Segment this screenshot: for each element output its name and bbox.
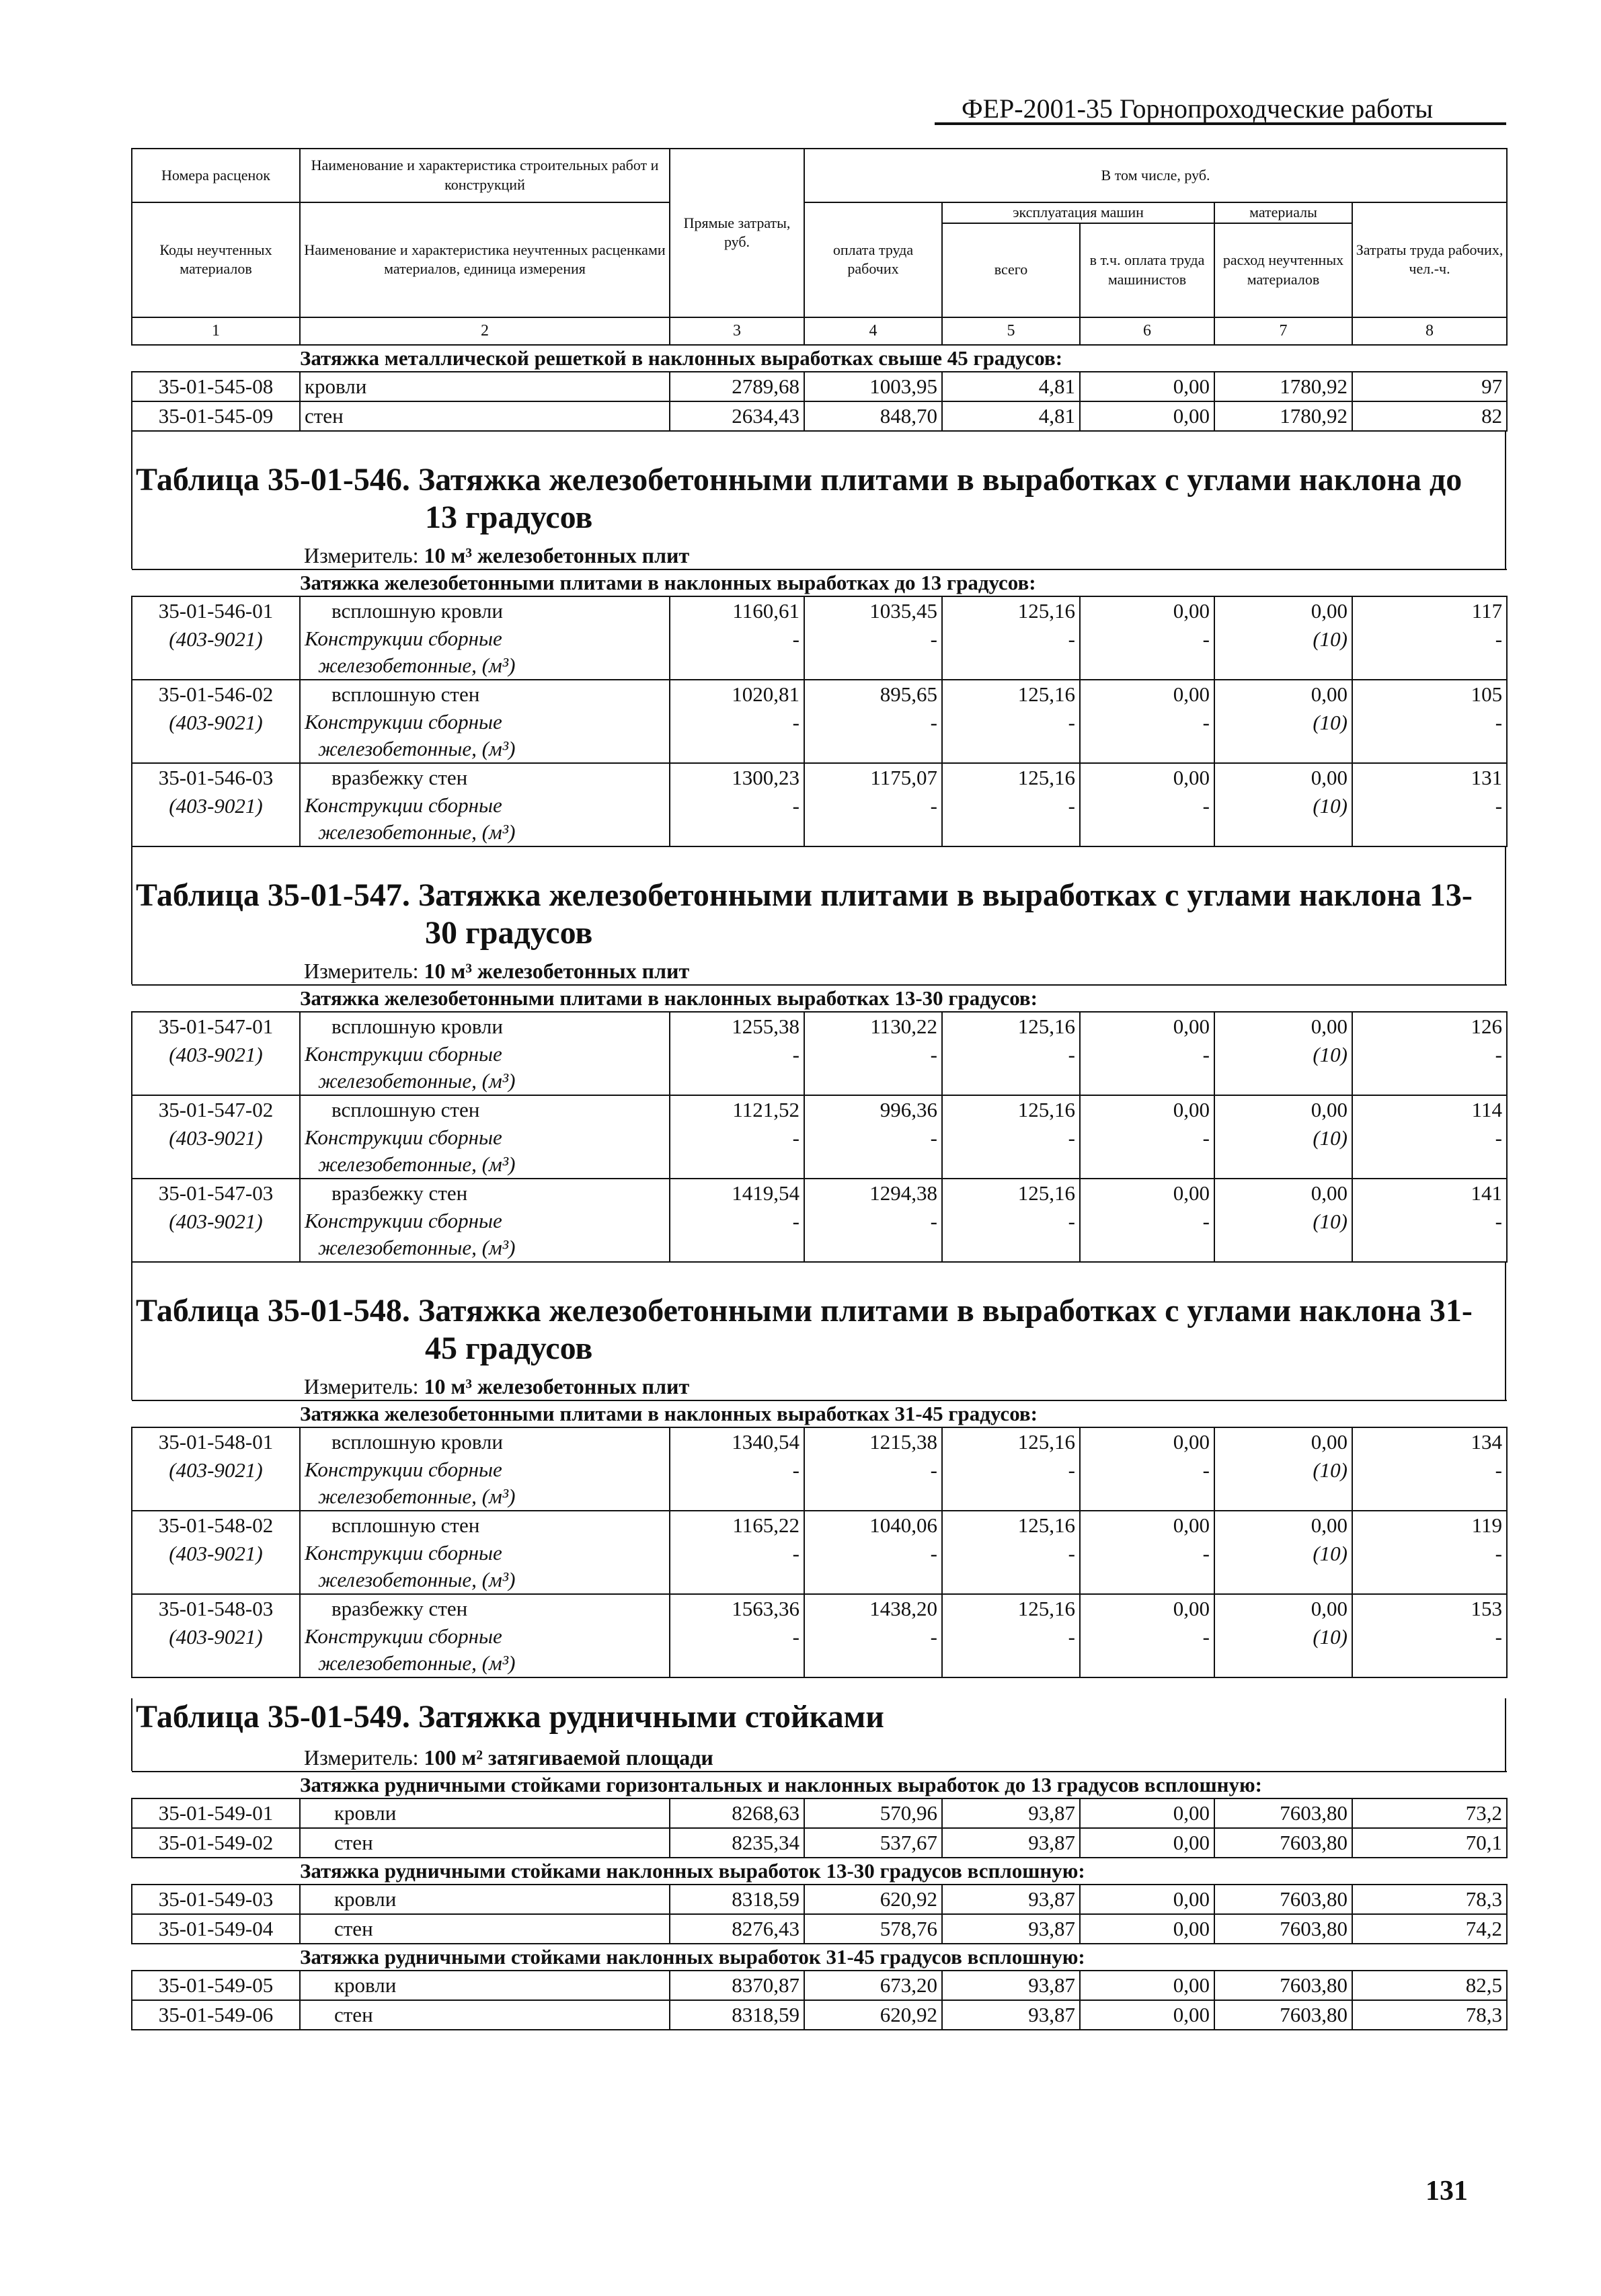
page-number: 131	[1426, 2176, 1468, 2207]
row-value: 0,00	[1311, 765, 1348, 789]
row-value: 134	[1471, 1429, 1502, 1454]
meter-unit: 10 м³ железобетонных плит	[424, 1374, 690, 1398]
row-value: 105	[1471, 682, 1503, 706]
row-name: кровли	[300, 372, 670, 401]
row-value: 1035,45	[869, 598, 937, 623]
row-value: 8235,34	[670, 1828, 804, 1858]
meter-line	[132, 542, 1505, 569]
material-name: Конструкции сборные железобетонные, (м³)	[305, 1125, 516, 1176]
table-title: Таблица 35-01-549. Затяжка рудничными стойками	[136, 1698, 884, 1735]
row-name: вразбежку стен	[331, 1181, 468, 1205]
table-row: 35-01-547-03 (403-9021) вразбежку стен Конструкции сборные железобетонные, (м³) 1419,54 - 1294,38 - 125,16 - 0,00 - 0,00 (10) 141 -	[132, 1179, 1507, 1262]
row-value: 2789,68	[670, 372, 804, 401]
table-row	[132, 372, 1507, 401]
section-title: Затяжка рудничными стойками наклонных выработок 31-45 градусов всплошную:	[132, 1944, 1507, 1971]
row-value: 73,2	[1352, 1798, 1507, 1828]
row-value: 1121,52	[732, 1097, 799, 1121]
row-value: 1003,95	[804, 372, 942, 401]
meter-line	[132, 1373, 1505, 1400]
row-value: 4,81	[942, 372, 1080, 401]
header-vtom: В том числе, руб.	[804, 149, 1507, 202]
row-code: 35-01-547-03	[158, 1181, 274, 1205]
row-value: 93,87	[942, 1885, 1080, 1914]
header-naim1: Наименование и характеристика строительных работ и конструкций	[300, 149, 670, 202]
header-kody: Коды неучтенных материалов	[132, 202, 300, 317]
row-value: 620,92	[804, 2000, 942, 2030]
header-vtch: в т.ч. оплата труда машинистов	[1080, 223, 1214, 317]
table-row: 35-01-546-03 (403-9021) вразбежку стен Конструкции сборные железобетонные, (м³) 1300,23 - 1175,07 - 125,16 - 0,00 - 0,00 (10) 131 -	[132, 763, 1507, 846]
row-value: 0,00	[1173, 765, 1210, 789]
material-code: (403-9021)	[169, 710, 263, 734]
row-value: 0,00	[1311, 1097, 1348, 1121]
row-value: 673,20	[804, 1971, 942, 2000]
table-title	[132, 877, 1505, 952]
row-value: 1438,20	[869, 1596, 937, 1620]
material-code: (403-9021)	[169, 1042, 263, 1066]
row-value: 8318,59	[670, 1885, 804, 1914]
colnum-4: 4	[804, 317, 942, 345]
row-code: 35-01-547-01	[158, 1014, 274, 1038]
table-row	[132, 1914, 1507, 1944]
row-value: 82,5	[1352, 1971, 1507, 2000]
row-value: 131	[1471, 765, 1503, 789]
table-row	[132, 2000, 1507, 2030]
header-rashod: расход неучтенных материалов	[1214, 223, 1352, 317]
header-naim2: Наименование и характеристика неучтенных расценками материалов, единица измерения	[300, 202, 670, 317]
material-name: Конструкции сборные железобетонные, (м³)	[305, 1540, 516, 1591]
row-value: 996,36	[880, 1097, 937, 1121]
row-value: 0,00	[1173, 1181, 1210, 1205]
material-qty: (10)	[1313, 1624, 1348, 1649]
row-value: 1020,81	[732, 682, 799, 706]
row-value: 0,00	[1173, 1429, 1210, 1454]
colnum-8: 8	[1352, 317, 1507, 345]
row-name: кровли	[300, 1798, 670, 1828]
header-ekspl: эксплуатация машин	[942, 202, 1214, 223]
row-value: 114	[1471, 1097, 1502, 1121]
row-value: 117	[1471, 598, 1503, 623]
row-value: 1175,07	[870, 765, 937, 789]
table-546	[131, 569, 1508, 847]
meter-label: Измеритель:	[304, 543, 419, 567]
row-value: 0,00	[1173, 1513, 1210, 1537]
table-546-heading	[131, 461, 1506, 569]
table-row	[132, 401, 1507, 431]
row-value: 0,00	[1173, 1596, 1210, 1620]
row-value: 7603,80	[1214, 1798, 1352, 1828]
row-value: 7603,80	[1214, 1914, 1352, 1944]
row-value: 0,00	[1311, 1596, 1348, 1620]
row-value: 97	[1352, 372, 1507, 401]
material-qty: (10)	[1313, 793, 1348, 818]
section-title: Затяжка металлической решеткой в наклонных выработках свыше 45 градусов:	[132, 345, 1507, 372]
row-value: 125,16	[1017, 598, 1075, 623]
row-value: 125,16	[1017, 1014, 1075, 1038]
header-nomera: Номера расценок	[132, 149, 300, 202]
section-title: Затяжка рудничными стойками наклонных выработок 13-30 градусов всплошную:	[132, 1858, 1507, 1885]
header-zatraty: Затраты труда рабочих, чел.-ч.	[1352, 202, 1507, 317]
row-name: вразбежку стен	[331, 1596, 468, 1620]
row-value: 93,87	[942, 1914, 1080, 1944]
row-value: 1419,54	[732, 1181, 799, 1205]
material-code: (403-9021)	[169, 1209, 263, 1233]
row-value: 125,16	[1017, 1429, 1075, 1454]
meter-line	[132, 957, 1505, 984]
colnum-7: 7	[1214, 317, 1352, 345]
row-value: 0,00	[1311, 598, 1348, 623]
row-name: всплошную стен	[331, 1513, 480, 1537]
table-title-line2: 30 градусов	[425, 914, 593, 951]
row-code: 35-01-549-04	[132, 1914, 300, 1944]
material-qty: (10)	[1313, 1042, 1348, 1066]
row-value: 93,87	[942, 1971, 1080, 2000]
row-name: всплошную стен	[331, 682, 480, 706]
row-value: 0,00	[1311, 1513, 1348, 1537]
material-name: Конструкции сборные железобетонные, (м³)	[305, 709, 516, 760]
running-header: ФЕР-2001-35 Горнопроходческие работы	[962, 93, 1434, 124]
row-code: 35-01-546-03	[158, 765, 274, 789]
table-549	[131, 1771, 1508, 2030]
header-oplata: оплата труда рабочих	[804, 202, 942, 317]
table-row	[132, 1828, 1507, 1858]
table-title-line1: Таблица 35-01-548. Затяжка железобетонными плитами в выработках с углами наклона 31-	[136, 1292, 1473, 1329]
spacer	[131, 1678, 1506, 1698]
colnum-1: 1	[132, 317, 300, 345]
row-value: 0,00	[1080, 2000, 1214, 2030]
table-548-heading	[131, 1292, 1506, 1400]
row-value: 8268,63	[670, 1798, 804, 1828]
header-materialy: материалы	[1214, 202, 1352, 223]
table-title	[132, 461, 1505, 537]
column-header-table	[131, 148, 1508, 432]
row-value: 1040,06	[869, 1513, 937, 1537]
colnum-2: 2	[300, 317, 670, 345]
row-value: 125,16	[1017, 1513, 1075, 1537]
row-value: 7603,80	[1214, 1971, 1352, 2000]
section-title: Затяжка железобетонными плитами в наклонных выработках 13-30 градусов:	[132, 985, 1507, 1012]
row-value: 570,96	[804, 1798, 942, 1828]
row-name: стен	[300, 1828, 670, 1858]
table-title-line1: Таблица 35-01-547. Затяжка железобетонными плитами в выработках с углами наклона 13-	[136, 877, 1473, 913]
row-value: 7603,80	[1214, 2000, 1352, 2030]
row-value: 1160,61	[732, 598, 799, 623]
material-code: (403-9021)	[169, 627, 263, 651]
colnum-3: 3	[670, 317, 804, 345]
material-name: Конструкции сборные железобетонные, (м³)	[305, 793, 516, 844]
spacer	[131, 432, 1506, 461]
row-code: 35-01-548-03	[158, 1596, 274, 1620]
row-value: 78,3	[1352, 1885, 1507, 1914]
row-value: 78,3	[1352, 2000, 1507, 2030]
table-row: 35-01-548-02 (403-9021) всплошную стен Конструкции сборные железобетонные, (м³) 1165,22 - 1040,06 - 125,16 - 0,00 - 0,00 (10) 119 -	[132, 1511, 1507, 1594]
row-name: всплошную кровли	[331, 1429, 503, 1454]
row-name: стен	[300, 1914, 670, 1944]
material-code: (403-9021)	[169, 793, 263, 818]
meter-unit: 100 м² затягиваемой площади	[424, 1745, 713, 1770]
row-value: 8318,59	[670, 2000, 804, 2030]
row-value: 7603,80	[1214, 1828, 1352, 1858]
row-name: всплошную кровли	[331, 598, 503, 623]
material-qty: (10)	[1313, 1458, 1348, 1482]
row-value: 0,00	[1311, 1181, 1348, 1205]
row-code: 35-01-549-06	[132, 2000, 300, 2030]
row-value: 125,16	[1017, 682, 1075, 706]
row-value: 0,00	[1080, 1798, 1214, 1828]
material-name: Конструкции сборные железобетонные, (м³)	[305, 1624, 516, 1675]
row-value: 141	[1471, 1181, 1502, 1205]
table-title	[132, 1292, 1505, 1368]
row-value: 125,16	[1017, 1181, 1075, 1205]
table-row: 35-01-546-02 (403-9021) всплошную стен Конструкции сборные железобетонные, (м³) 1020,81 - 895,65 - 125,16 - 0,00 - 0,00 (10) 105 -	[132, 680, 1507, 763]
spacer	[131, 1263, 1506, 1292]
meter-label: Измеритель:	[304, 1745, 419, 1770]
meter-unit: 10 м³ железобетонных плит	[424, 958, 690, 983]
material-code: (403-9021)	[169, 1541, 263, 1565]
row-value: 153	[1471, 1596, 1502, 1620]
row-value: 70,1	[1352, 1828, 1507, 1858]
row-value: 125,16	[1017, 765, 1075, 789]
table-row	[132, 1885, 1507, 1914]
row-value: 0,00	[1080, 1971, 1214, 2000]
row-code: 35-01-549-05	[132, 1971, 300, 2000]
row-name: всплошную кровли	[331, 1014, 503, 1038]
row-value: 0,00	[1311, 682, 1348, 706]
row-value: 848,70	[804, 401, 942, 431]
row-value: 1215,38	[869, 1429, 937, 1454]
row-value: 8276,43	[670, 1914, 804, 1944]
row-code: 35-01-546-02	[158, 682, 274, 706]
material-code: (403-9021)	[169, 1125, 263, 1150]
table-row: 35-01-547-01 (403-9021) всплошную кровли Конструкции сборные железобетонные, (м³) 1255,38 - 1130,22 - 125,16 - 0,00 - 0,00 (10) 126 -	[132, 1012, 1507, 1095]
material-name: Конструкции сборные железобетонные, (м³)	[305, 1041, 516, 1093]
row-name: кровли	[300, 1971, 670, 2000]
row-value: 0,00	[1080, 372, 1214, 401]
row-value: 74,2	[1352, 1914, 1507, 1944]
row-name: стен	[300, 401, 670, 431]
row-value: 0,00	[1080, 1828, 1214, 1858]
row-value: 895,65	[880, 682, 937, 706]
row-value: 537,67	[804, 1828, 942, 1858]
row-value: 1255,38	[732, 1014, 799, 1038]
table-title-line1: Таблица 35-01-546. Затяжка железобетонными плитами в выработках с углами наклона до	[136, 461, 1462, 498]
row-value: 1780,92	[1214, 401, 1352, 431]
row-value: 125,16	[1017, 1596, 1075, 1620]
row-code: 35-01-545-08	[132, 372, 300, 401]
material-qty: (10)	[1313, 1125, 1348, 1150]
material-name: Конструкции сборные железобетонные, (м³)	[305, 626, 516, 677]
table-row	[132, 1971, 1507, 2000]
row-value: 0,00	[1311, 1014, 1348, 1038]
row-code: 35-01-546-01	[158, 598, 274, 623]
table-547-heading	[131, 877, 1506, 984]
material-code: (403-9021)	[169, 1458, 263, 1482]
material-qty: (10)	[1313, 1541, 1348, 1565]
row-value: 7603,80	[1214, 1885, 1352, 1914]
table-row	[132, 1798, 1507, 1828]
row-value: 0,00	[1080, 1914, 1214, 1944]
row-name: вразбежку стен	[331, 765, 468, 789]
row-value: 93,87	[942, 2000, 1080, 2030]
row-value: 0,00	[1080, 401, 1214, 431]
row-value: 0,00	[1173, 598, 1210, 623]
table-547	[131, 984, 1508, 1263]
row-value: 1130,22	[870, 1014, 937, 1038]
row-value: 578,76	[804, 1914, 942, 1944]
section-title: Затяжка рудничными стойками горизонтальных и наклонных выработок до 13 градусов всплошную:	[132, 1772, 1507, 1798]
row-value: 1300,23	[732, 765, 799, 789]
row-value: 0,00	[1080, 1885, 1214, 1914]
colnum-6: 6	[1080, 317, 1214, 345]
row-value: 126	[1471, 1014, 1502, 1038]
header-pryamye: Прямые затраты, руб.	[670, 149, 804, 317]
section-title: Затяжка железобетонными плитами в наклонных выработках 31-45 градусов:	[132, 1400, 1507, 1427]
material-name: Конструкции сборные железобетонные, (м³)	[305, 1208, 516, 1259]
row-code: 35-01-548-02	[158, 1513, 274, 1537]
meter-label: Измеритель:	[304, 1374, 419, 1398]
row-value: 93,87	[942, 1828, 1080, 1858]
material-qty: (10)	[1313, 710, 1348, 734]
row-value: 4,81	[942, 401, 1080, 431]
row-code: 35-01-549-01	[132, 1798, 300, 1828]
table-548	[131, 1400, 1508, 1678]
header-vsego: всего	[942, 223, 1080, 317]
row-code: 35-01-547-02	[158, 1097, 274, 1121]
table-row: 35-01-548-03 (403-9021) вразбежку стен Конструкции сборные железобетонные, (м³) 1563,36 - 1438,20 - 125,16 - 0,00 - 0,00 (10) 153 -	[132, 1594, 1507, 1677]
meter-unit: 10 м³ железобетонных плит	[424, 543, 690, 567]
row-value: 1294,38	[869, 1181, 937, 1205]
table-row: 35-01-547-02 (403-9021) всплошную стен Конструкции сборные железобетонные, (м³) 1121,52 - 996,36 - 125,16 - 0,00 - 0,00 (10) 114 -	[132, 1095, 1507, 1179]
row-code: 35-01-549-03	[132, 1885, 300, 1914]
row-value: 82	[1352, 401, 1507, 431]
table-title-line2: 45 градусов	[425, 1330, 593, 1366]
row-name: кровли	[300, 1885, 670, 1914]
row-code: 35-01-548-01	[158, 1429, 274, 1454]
row-value: 1165,22	[732, 1513, 799, 1537]
document-body	[131, 148, 1506, 2030]
row-value: 620,92	[804, 1885, 942, 1914]
row-name: всплошную стен	[331, 1097, 480, 1121]
row-code: 35-01-545-09	[132, 401, 300, 431]
row-code: 35-01-549-02	[132, 1828, 300, 1858]
row-value: 125,16	[1017, 1097, 1075, 1121]
row-value: 0,00	[1173, 1097, 1210, 1121]
row-value: 0,00	[1311, 1429, 1348, 1454]
colnum-5: 5	[942, 317, 1080, 345]
table-row: 35-01-546-01 (403-9021) всплошную кровли Конструкции сборные железобетонные, (м³) 1160,61 - 1035,45 - 125,16 - 0,00 - 0,00 (10) 117 -	[132, 596, 1507, 680]
spacer	[131, 847, 1506, 877]
material-name: Конструкции сборные железобетонные, (м³)	[305, 1457, 516, 1508]
row-value: 8370,87	[670, 1971, 804, 2000]
table-549-heading	[131, 1698, 1506, 1771]
section-title: Затяжка железобетонными плитами в наклонных выработках до 13 градусов:	[132, 569, 1507, 596]
material-qty: (10)	[1313, 1209, 1348, 1233]
row-value: 119	[1471, 1513, 1502, 1537]
meter-line	[132, 1744, 1505, 1771]
table-row: 35-01-548-01 (403-9021) всплошную кровли Конструкции сборные железобетонные, (м³) 1340,54 - 1215,38 - 125,16 - 0,00 - 0,00 (10) 134 -	[132, 1427, 1507, 1511]
meter-label: Измеритель:	[304, 958, 419, 983]
row-name: стен	[300, 2000, 670, 2030]
row-value: 1340,54	[732, 1429, 799, 1454]
row-value: 93,87	[942, 1798, 1080, 1828]
row-value: 0,00	[1173, 682, 1210, 706]
row-value: 1563,36	[732, 1596, 799, 1620]
row-value: 0,00	[1173, 1014, 1210, 1038]
row-value: 2634,43	[670, 401, 804, 431]
table-title-line2: 13 градусов	[425, 499, 593, 535]
row-value: 1780,92	[1214, 372, 1352, 401]
material-code: (403-9021)	[169, 1624, 263, 1649]
material-qty: (10)	[1313, 627, 1348, 651]
header-rule	[935, 122, 1506, 125]
